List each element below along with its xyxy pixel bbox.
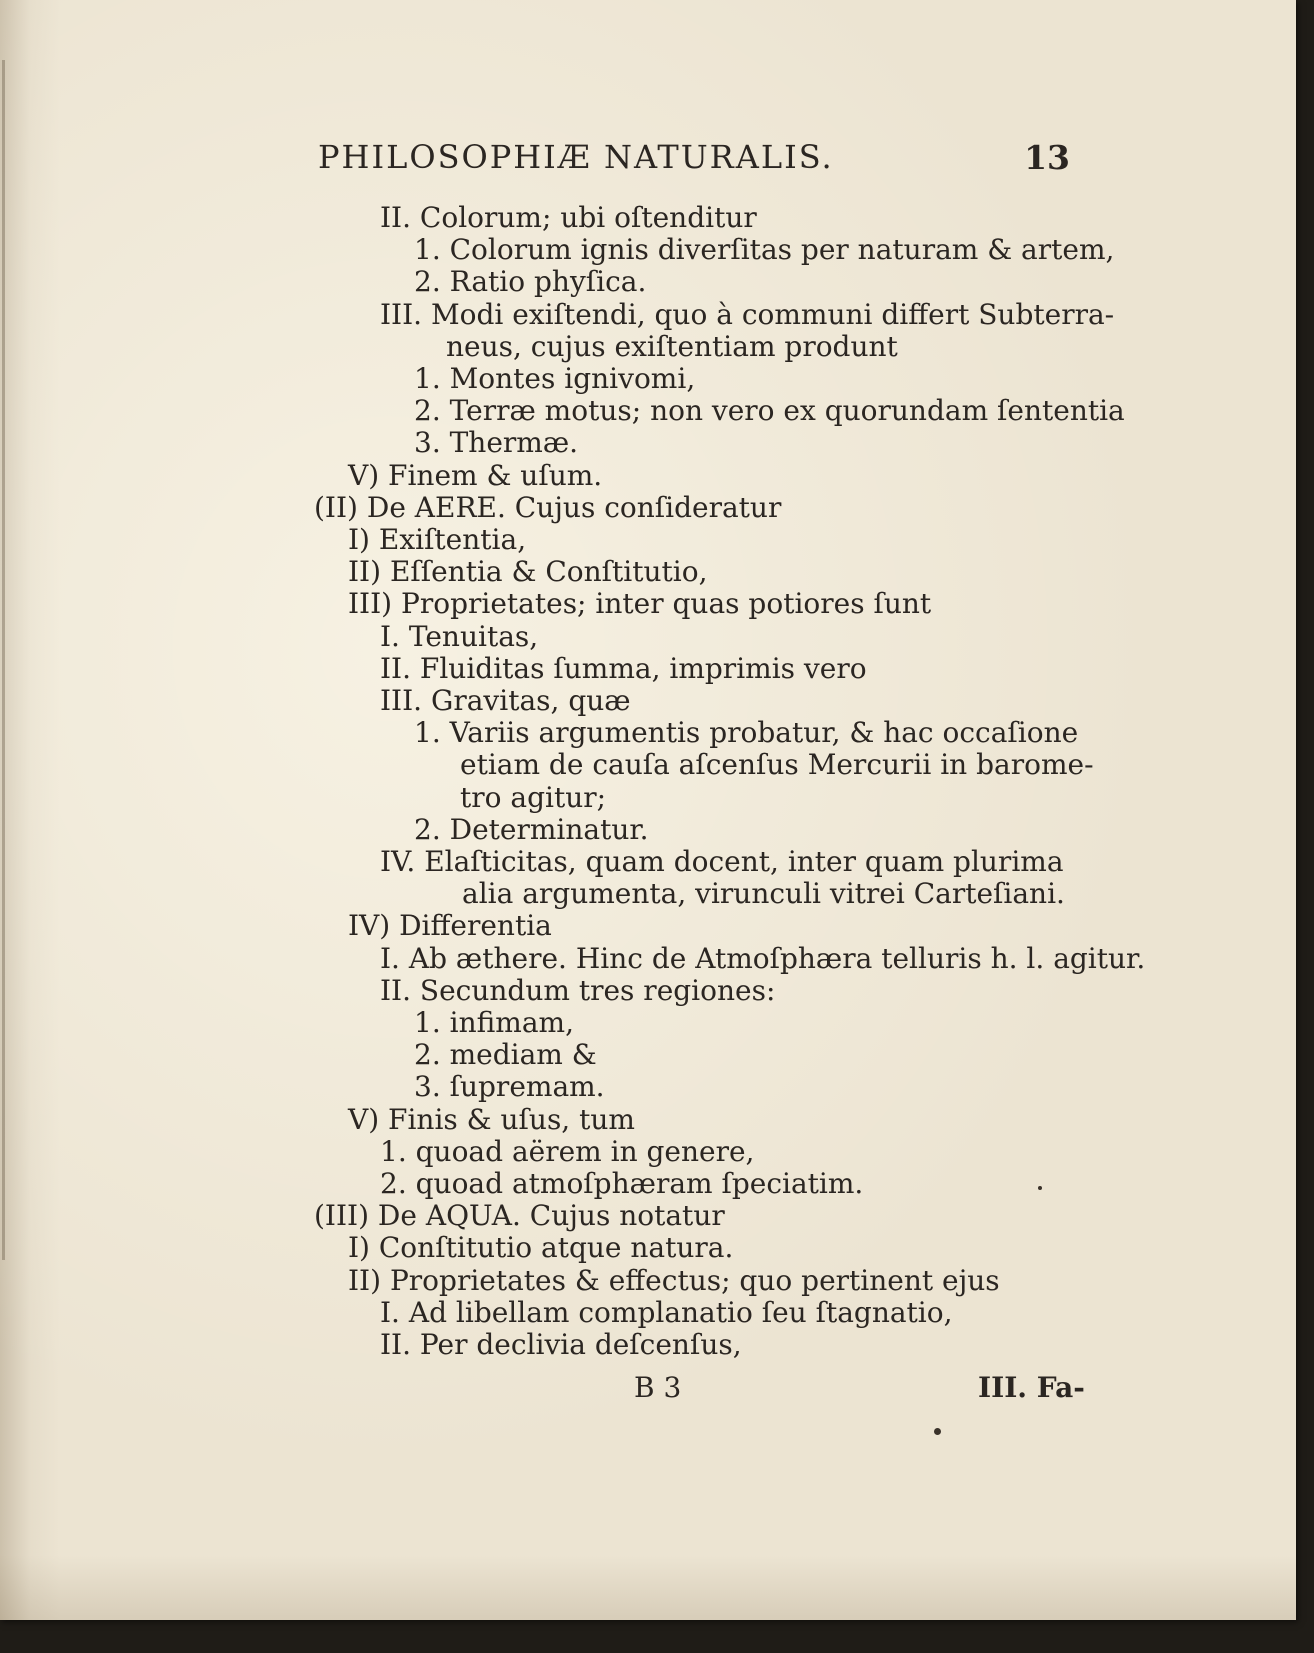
outline-line: 3. ſupremam. <box>414 1070 605 1104</box>
outline-line: 1. quoad aërem in genere, <box>380 1134 755 1168</box>
outline-line: IV. Elaſticitas, quam docent, inter quam plurima <box>380 845 1064 878</box>
outline-line: I. Ab æthere. Hinc de Atmoſphæra telluris h. l. agitur. <box>380 941 1146 975</box>
outline-line: II. Per declivia deſcenſus, <box>380 1328 742 1361</box>
outline-line: (II) De AERE. Cujus conſideratur <box>314 490 782 524</box>
outline-line: III. Gravitas, quæ <box>380 684 631 717</box>
outline-line: I. Ad libellam complanatio ſeu ſtagnatio, <box>380 1295 953 1329</box>
outline-line: II. Fluiditas ſumma, imprimis vero <box>380 651 867 685</box>
outline-line: 1. infimam, <box>414 1006 574 1039</box>
outline-line: I. Tenuitas, <box>380 619 539 653</box>
outline-line: alia argumenta, virunculi vitrei Carteſiani. <box>462 877 1065 911</box>
outline-line: III) Proprietates; inter quas potiores ſunt <box>348 587 932 621</box>
outline-line: I) Exiſtentia, <box>348 523 527 556</box>
outline-line: III. Modi exiſtendi, quo à communi differt Subterra- <box>380 297 1115 331</box>
outline-line: (III) De AQUA. Cujus notatur <box>314 1199 725 1233</box>
outline-line: 2. Ratio phyſica. <box>414 265 647 299</box>
outline-line: II) Proprietates & effectus; quo pertinent ejus <box>348 1263 1000 1297</box>
outline-line: tro agitur; <box>460 780 607 814</box>
outline-line: I) Conſtitutio atque natura. <box>348 1231 734 1265</box>
page-number: 13 <box>1024 138 1070 177</box>
ink-speck <box>1038 1186 1042 1190</box>
outline-line: II) Eſſentia & Conſtitutio, <box>348 555 708 589</box>
outline-line: 2. quoad atmoſphæram ſpeciatim. <box>380 1167 864 1200</box>
catchword: III. Fa- <box>978 1371 1085 1404</box>
outline-line: 3. Thermæ. <box>414 426 579 460</box>
outline-line: V) Finem & uſum. <box>348 458 603 492</box>
outline-line: 2. Determinatur. <box>414 812 649 846</box>
signature-mark: B 3 <box>634 1371 682 1404</box>
outline-line: 2. mediam & <box>414 1038 597 1072</box>
outline-line: IV) Differentia <box>348 909 552 943</box>
running-title: PHILOSOPHIÆ NATURALIS. <box>318 138 834 176</box>
outline-line: II. Secundum tres regiones: <box>380 973 776 1007</box>
outline-line: 1. Colorum ignis diverſitas per naturam & artem, <box>414 233 1115 267</box>
outline-line: V) Finis & uſus, tum <box>348 1102 635 1136</box>
outline-line: 2. Terræ motus; non vero ex quorundam ſententia <box>414 394 1125 428</box>
ink-speck <box>934 1428 941 1435</box>
outline-line: II. Colorum; ubi oſtenditur <box>380 201 757 234</box>
outline-line: 1. Montes ignivomi, <box>414 362 696 395</box>
outline-line: neus, cujus exiſtentiam produnt <box>446 329 898 363</box>
outline-line: 1. Variis argumentis probatur, & hac occaſione <box>414 716 1079 750</box>
outline-line: etiam de cauſa aſcenſus Mercurii in barome- <box>460 748 1094 782</box>
